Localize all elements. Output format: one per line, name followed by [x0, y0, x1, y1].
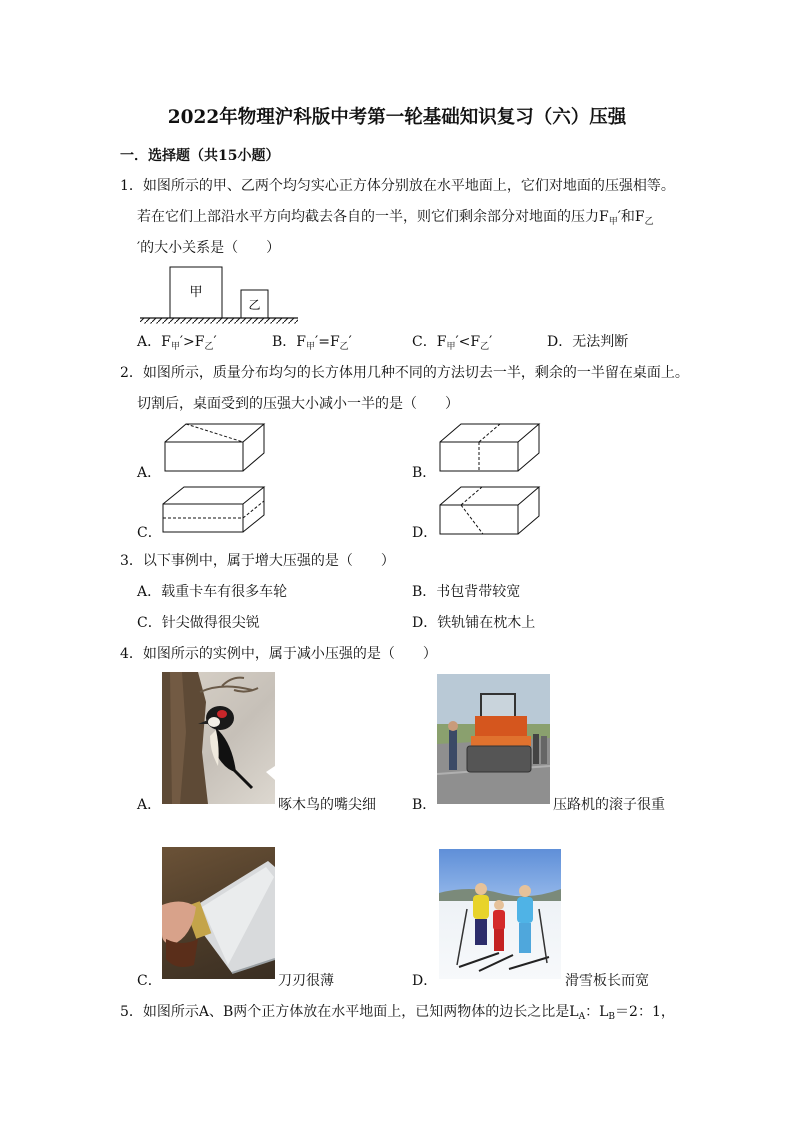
q1-stem-line2 — [137, 207, 654, 232]
woodpecker-illustration — [162, 672, 275, 804]
q1-a-sub2: 乙 — [204, 342, 214, 352]
q2-box-d-figure — [439, 486, 541, 536]
woodpecker-photo — [162, 672, 275, 804]
q1-option-a[interactable] — [137, 332, 217, 357]
q1-text: 若在它们上部沿水平方向均截去各自的一半，则它们剩余部分对地面的压力F — [137, 209, 609, 225]
q1-option-d[interactable]: D．无法判断 — [547, 334, 629, 350]
q3-stem: 3．以下事例中，属于增大压强的是（ ） — [120, 553, 395, 569]
q2-box-b-figure — [439, 423, 541, 473]
q1-c-mid: ′<F — [455, 334, 481, 350]
q1-option-c[interactable] — [412, 332, 492, 357]
q1-a-post: ′ — [213, 334, 217, 350]
q1-cubes-figure — [140, 262, 300, 328]
q1-c-sub2: 乙 — [480, 342, 490, 352]
q1-b-mid: ′=F — [315, 334, 340, 350]
skiing-photo — [439, 849, 561, 979]
q4-option-a-caption: 啄木鸟的嘴尖细 — [278, 797, 376, 813]
q1-b-sub1: 甲 — [306, 342, 316, 352]
q1-a-pre: A．F — [137, 334, 171, 350]
q1-c-pre: C．F — [412, 334, 447, 350]
q1-b-sub2: 乙 — [339, 342, 349, 352]
q5-sub-b: B — [608, 1012, 616, 1022]
q1-stem-line3: ′的大小关系是（ ） — [137, 240, 281, 256]
q2-box-a-figure — [164, 423, 266, 473]
road-roller-illustration — [437, 674, 550, 804]
q4-option-b-caption: 压路机的滚子很重 — [553, 797, 665, 813]
q1-a-mid: ′>F — [179, 334, 205, 350]
q4-option-c-letter[interactable]: C． — [137, 973, 162, 989]
q4-stem: 4．如图所示的实例中，属于减小压强的是（ ） — [120, 646, 437, 662]
page-title: 2022年物理沪科版中考第一轮基础知识复习（六）压强 — [167, 107, 627, 128]
q2-option-a-letter[interactable]: A． — [137, 465, 162, 481]
q5-sub-a: A — [578, 1012, 586, 1022]
q4-option-c-caption: 刀刃很薄 — [278, 973, 334, 989]
knife-illustration — [162, 847, 275, 979]
q3-option-a[interactable]: A．载重卡车有很多车轮 — [137, 584, 288, 600]
section-heading: 一．选择题（共15小题） — [120, 148, 280, 164]
q2-option-c-letter[interactable]: C． — [137, 525, 162, 541]
q1-sub-yi: 乙 — [644, 217, 654, 227]
label-jia: 甲 — [189, 285, 203, 300]
q1-option-b[interactable] — [272, 332, 352, 357]
q3-option-c[interactable]: C．针尖做得很尖锐 — [137, 615, 260, 631]
q1-c-post: ′ — [489, 334, 493, 350]
q1-stem-line1: 1．如图所示的甲、乙两个均匀实心正方体分别放在水平地面上，它们对地面的压强相等。 — [120, 178, 675, 194]
q4-option-d-letter[interactable]: D． — [412, 973, 438, 989]
q4-option-d-caption: 滑雪板长而宽 — [565, 973, 649, 989]
ground-hatch — [140, 319, 298, 324]
q1-b-pre: B．F — [272, 334, 307, 350]
q4-option-b-letter[interactable]: B． — [412, 797, 437, 813]
q5-stem-line1 — [120, 1002, 675, 1027]
q3-option-d[interactable]: D．铁轨铺在枕木上 — [412, 615, 536, 631]
skiing-illustration — [439, 849, 561, 979]
q5-text-post: ＝2：1， — [615, 1004, 675, 1020]
q2-option-b-letter[interactable]: B． — [412, 465, 437, 481]
road-roller-photo — [437, 674, 550, 804]
knife-photo — [162, 847, 275, 979]
q2-option-d-letter[interactable]: D． — [412, 525, 438, 541]
q4-option-a-letter[interactable]: A． — [137, 797, 162, 813]
q1-sub-jia: 甲 — [608, 217, 618, 227]
q1-c-sub1: 甲 — [446, 342, 456, 352]
q1-a-sub1: 甲 — [170, 342, 180, 352]
q2-box-c-figure — [162, 486, 266, 534]
q3-option-b[interactable]: B．书包背带较宽 — [412, 584, 521, 600]
q1-text-mid: ′和F — [617, 209, 645, 225]
q5-text-mid: ：L — [585, 1004, 609, 1020]
q5-text-pre: 5．如图所示A、B两个正方体放在水平地面上，已知两物体的边长之比是L — [120, 1004, 579, 1020]
label-yi: 乙 — [248, 298, 261, 312]
q1-b-post: ′ — [348, 334, 352, 350]
q2-stem-line2: 切割后，桌面受到的压强大小减小一半的是（ ） — [137, 396, 459, 412]
q2-stem-line1: 2．如图所示，质量分布均匀的长方体用几种不同的方法切去一半，剩余的一半留在桌面上。 — [120, 365, 689, 381]
